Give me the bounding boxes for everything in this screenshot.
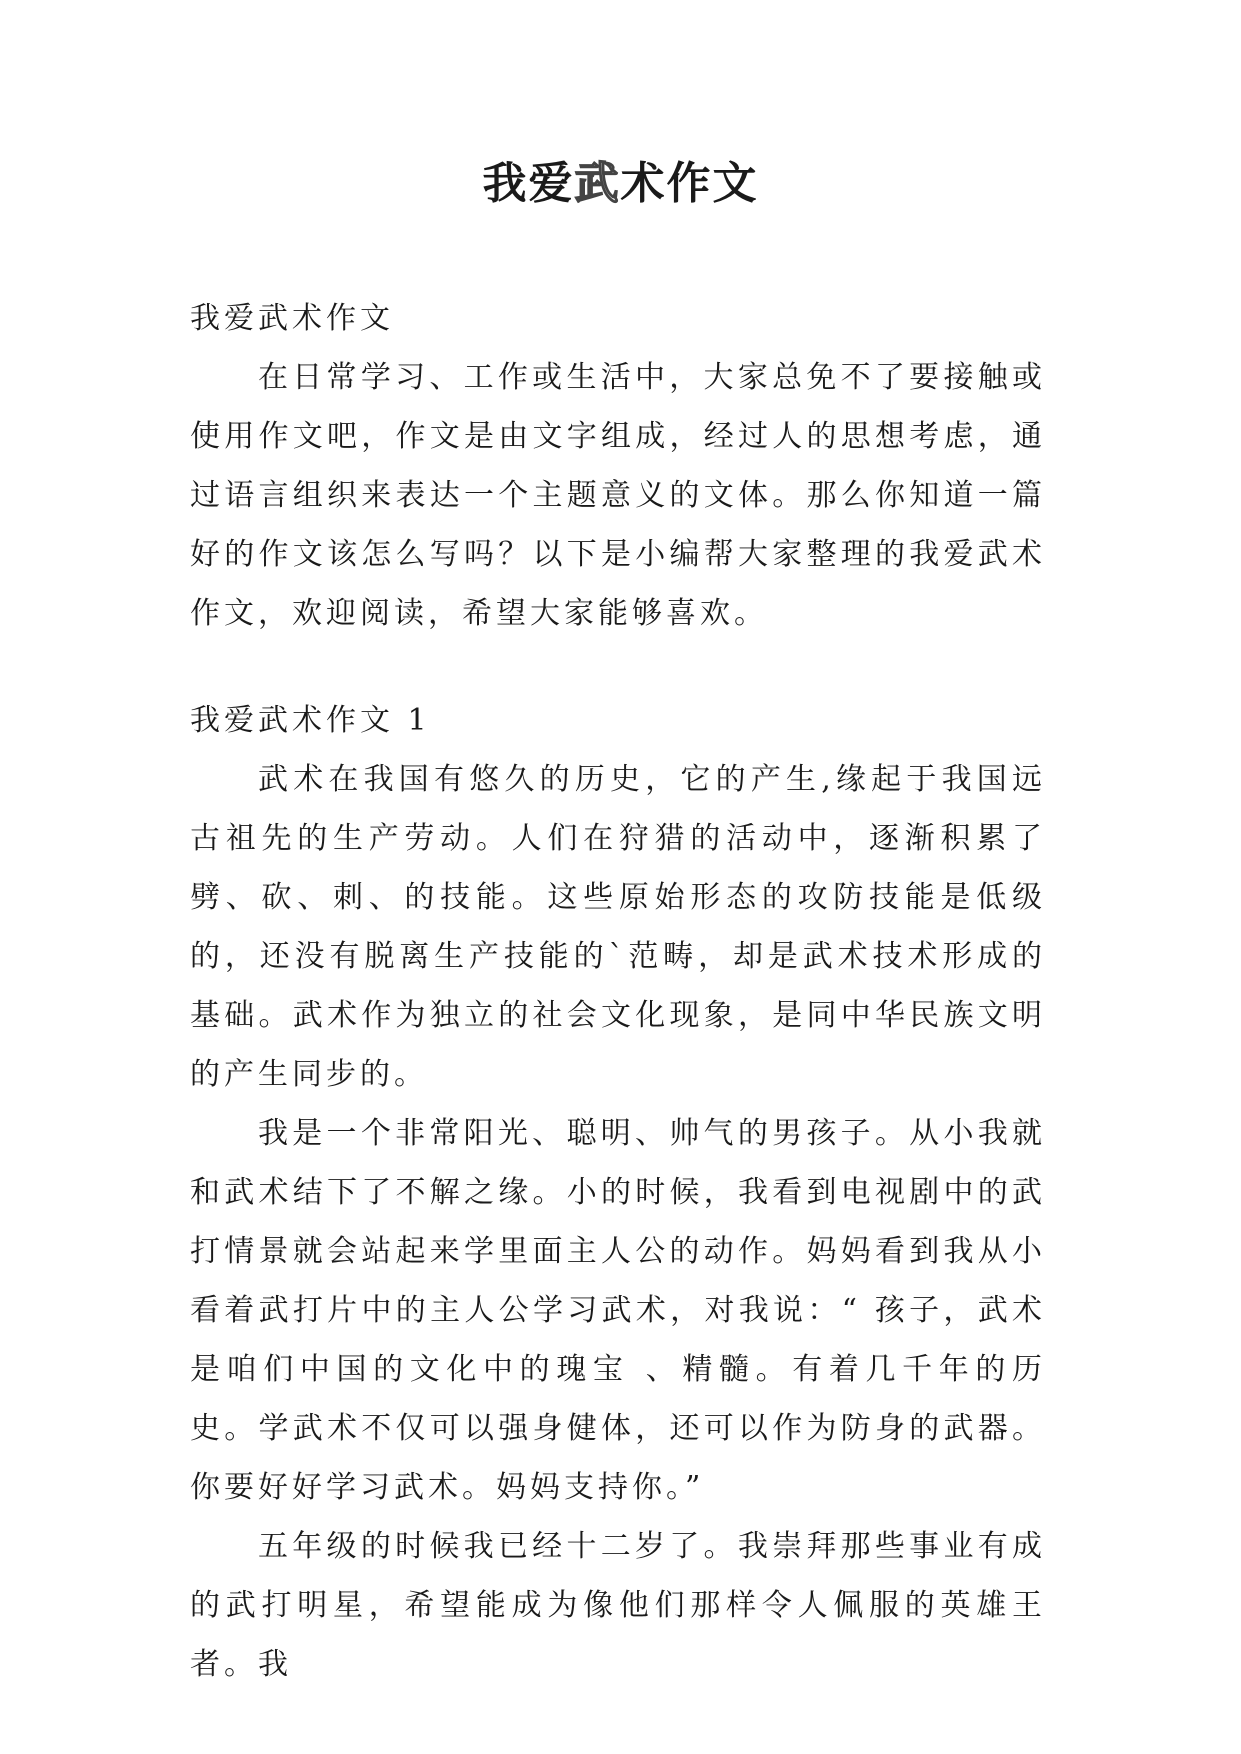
intro-paragraph: 在日常学习、工作或生活中，大家总免不了要接触或使用作文吧，作文是由文字组成，经过人的思想考虑，通过语言组织来表达一个主题意义的文体。那么你知道一篇好的作文该怎么写吗？以下是小编帮大家整理的我爱武术作文，欢迎阅读，希望大家能够喜欢。 bbox=[190, 360, 1046, 631]
section-1-heading-block bbox=[190, 691, 1046, 750]
section-1-heading: 我爱武术作文 1 bbox=[190, 703, 431, 738]
title-part-1: 我爱 bbox=[482, 158, 575, 209]
section-1-paragraph: 五年级的时候我已经十二岁了。我崇拜那些事业有成的武打明星，希望能成为像他们那样令人佩服的英雄王者。我 bbox=[190, 1529, 1046, 1682]
section-1-paragraph: 我是一个非常阳光、聪明、帅气的男孩子。从小我就和武术结下了不解之缘。小的时候，我看到电视剧中的武打情景就会站起来学里面主人公的动作。妈妈看到我从小看着武打片中的主人公学习武术，对我说：“ 孩子，武术是咱们中国的文化中的瑰宝 、精髓。有着几千年的历史。学武术不仅可以强身健体，还可以作为防身的武器。你要好好学习武术。妈妈支持你。” bbox=[190, 1116, 1046, 1505]
section-1-body bbox=[190, 750, 1046, 1694]
section-1-paragraph: 武术在我国有悠久的历史，它的产生,缘起于我国远古祖先的生产劳动。人们在狩猎的活动中，逐渐积累了劈、砍、刺、的技能。这些原始形态的攻防技能是低级的，还没有脱离生产技能的`范畴，却是武术技术形成的基础。武术作为独立的社会文化现象，是同中华民族文明的产生同步的。 bbox=[190, 762, 1046, 1092]
intro-paragraph-block bbox=[190, 348, 1046, 643]
intro-heading: 我爱武术作文 bbox=[190, 301, 394, 336]
title-part-2: 术作文 bbox=[620, 158, 759, 209]
document-title bbox=[0, 152, 1241, 216]
title-outlined-char: 武 bbox=[574, 158, 621, 209]
intro-heading-block bbox=[190, 289, 1046, 348]
